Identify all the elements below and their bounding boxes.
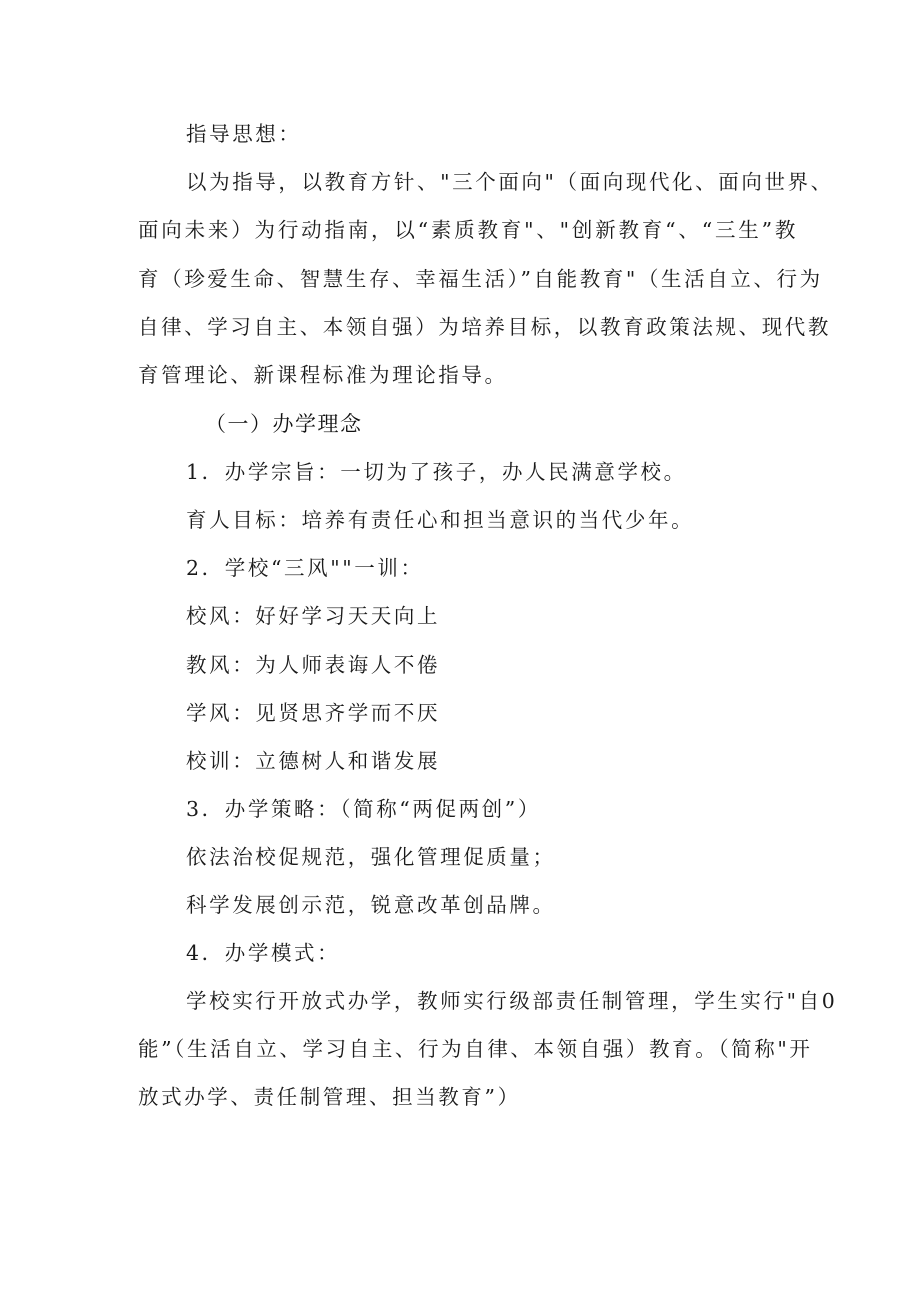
item-three-styles: 2．学校“三风""一训： bbox=[186, 556, 424, 580]
mode-line-2: 能”（生活自立、学习自主、行为自律、本领自强）教育。（简称"开 bbox=[138, 1037, 813, 1061]
guiding-title: 指导思想： bbox=[186, 122, 302, 146]
guiding-line-3: 育（珍爱生命、智慧生存、幸福生活）”自能教育"（生活自立、行为 bbox=[138, 267, 823, 291]
item-strategy-line-2: 科学发展创示范，锐意改革创品牌。 bbox=[186, 893, 556, 917]
guiding-line-2: 面向未来）为行动指南，以“素质教育"、"创新教育“、“三生”教 bbox=[138, 218, 798, 242]
item-strategy-line-1: 依法治校促规范，强化管理促质量； bbox=[186, 845, 556, 869]
guiding-line-4: 自律、学习自主、本领自强）为培养目标，以教育政策法规、现代教 bbox=[138, 315, 831, 339]
item-goal: 育人目标：培养有责任心和担当意识的当代少年。 bbox=[186, 508, 695, 532]
mode-line-1: 学校实行开放式办学，教师实行级部责任制管理，学生实行"自0 bbox=[186, 989, 838, 1013]
mode-line-3: 放式办学、责任制管理、担当教育”） bbox=[138, 1085, 521, 1109]
item-learning-style: 学风：见贤思齐学而不厌 bbox=[186, 701, 441, 725]
guiding-line-1: 以为指导，以教育方针、"三个面向"（面向现代化、面向世界、 bbox=[186, 170, 834, 194]
item-motto: 校训：立德树人和谐发展 bbox=[186, 749, 441, 773]
item-purpose: 1．办学宗旨：一切为了孩子，办人民满意学校。 bbox=[186, 460, 687, 484]
item-school-style: 校风：好好学习天天向上 bbox=[186, 604, 441, 628]
section-heading: （一）办学理念 bbox=[205, 412, 363, 436]
item-strategy: 3．办学策略：（简称“两促两创”） bbox=[186, 797, 541, 821]
item-mode: 4．办学模式： bbox=[186, 941, 341, 965]
guiding-line-5: 育管理论、新课程标准为理论指导。 bbox=[138, 363, 508, 387]
item-teaching-style: 教风：为人师表诲人不倦 bbox=[186, 653, 441, 677]
